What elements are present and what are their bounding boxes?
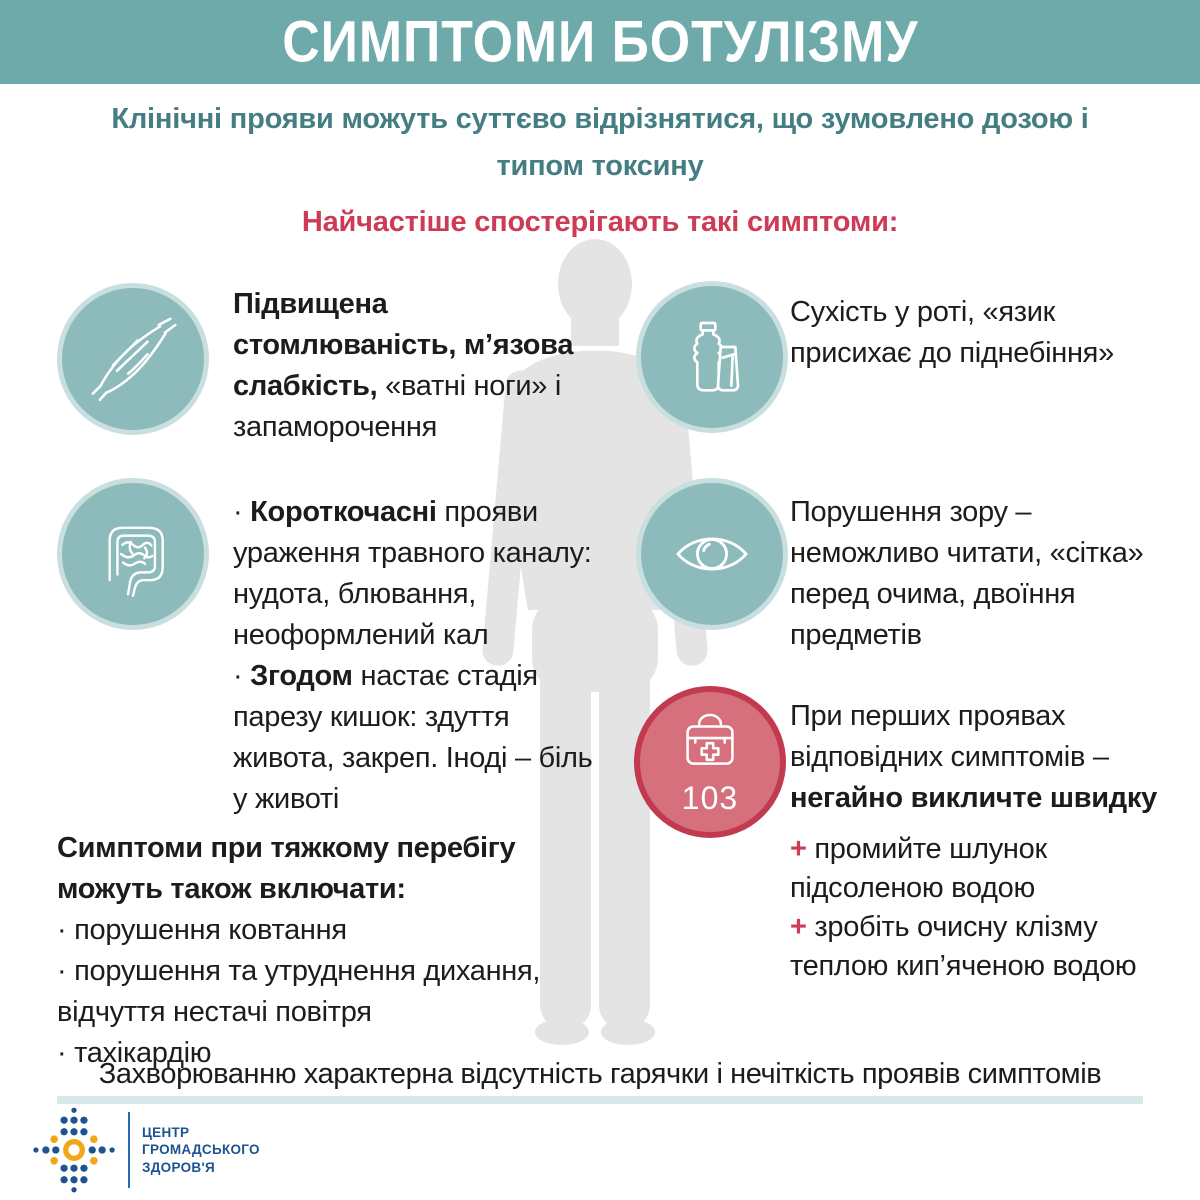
bullet-item [233, 492, 607, 656]
section-heading: Найчастіше спостерігають такі симптоми: [301, 206, 899, 238]
muscle-icon [81, 307, 185, 411]
logo-line: ГРОМАДСЬКОГО [142, 1142, 260, 1158]
bullet-item [233, 656, 607, 820]
emergency-number: 103 [681, 779, 739, 816]
page-title: СИМПТОМИ БОТУЛІЗМУ [281, 9, 919, 75]
symptom-circle-digestive [57, 478, 209, 630]
symptom-text-dry-mouth: Сухість у роті, «язик присихає до піднебіння» [790, 296, 1114, 369]
severe-item: · тахікардію [57, 1037, 212, 1069]
symptom-text-fatigue [233, 284, 597, 448]
emergency-circle [634, 686, 786, 838]
logo-line: ЦЕНТР [142, 1124, 190, 1140]
severe-heading: Симптоми при тяжкому перебігу можуть також включати: [57, 832, 516, 905]
symptom-circle-dry-mouth [636, 281, 788, 433]
org-logo [28, 1102, 260, 1198]
logo-text [142, 1124, 260, 1177]
step-text: промийте шлунок підсоленою водою [790, 833, 1047, 904]
first-aid-kit-icon [662, 708, 758, 786]
header-band [0, 0, 1200, 84]
bullet-bold: Короткочасні [250, 496, 437, 528]
logo-line: ЗДОРОВ'Я [142, 1159, 215, 1175]
step-text: зробіть очисну клізму теплою кип’яченою водою [790, 911, 1137, 982]
first-aid-step [790, 830, 1188, 908]
symptom-text-vision: Порушення зору – неможливо читати, «сітка» перед очима, двоїння предметів [790, 496, 1144, 651]
symptom-bold: Підвищена стомлюваність, м’язова слабкість, [233, 288, 574, 402]
first-aid-step [790, 908, 1188, 986]
plus-icon: + [790, 833, 807, 865]
symptom-text-digestive [233, 492, 607, 820]
logo-divider [128, 1112, 130, 1188]
emergency-bold: негайно викличте швидку [790, 782, 1157, 814]
bullet-rest: прояви ураження травного каналу: нудота, блювання, неоформлений кал [233, 496, 592, 651]
symptom-text-emergency [790, 696, 1182, 819]
bullet-rest: настає стадія парезу кишок: здуття живота, закреп. Іноді – біль у животі [233, 660, 593, 815]
intro-text: Клінічні прояви можуть суттєво відрізнятися, що зумовлено дозою і типом токсину [111, 103, 1089, 182]
severe-item: · порушення та утруднення дихання, відчуття нестачі повітря [57, 955, 541, 1028]
symptom-circle-vision [636, 478, 788, 630]
eye-icon [657, 502, 767, 606]
severe-item: · порушення ковтання [57, 914, 347, 946]
emergency-lead: При перших проявах відповідних симптомів – [790, 700, 1109, 773]
symptom-rest: «ватні ноги» і запаморочення [233, 370, 561, 443]
bullet-dot: · [233, 660, 251, 692]
symptom-circle-fatigue [57, 283, 209, 435]
footer-note: Захворюванню характерна відсутність гарячки і нечіткість проявів симптомів [98, 1058, 1102, 1090]
public-health-center-logo-icon [28, 1102, 120, 1198]
severe-symptoms-block [57, 828, 622, 1074]
bullet-bold: Згодом [250, 660, 353, 692]
intestines-icon [80, 501, 186, 607]
water-bottle-icon [662, 305, 762, 409]
plus-icon: + [790, 911, 807, 943]
bullet-dot: · [233, 496, 251, 528]
first-aid-steps [790, 830, 1188, 986]
